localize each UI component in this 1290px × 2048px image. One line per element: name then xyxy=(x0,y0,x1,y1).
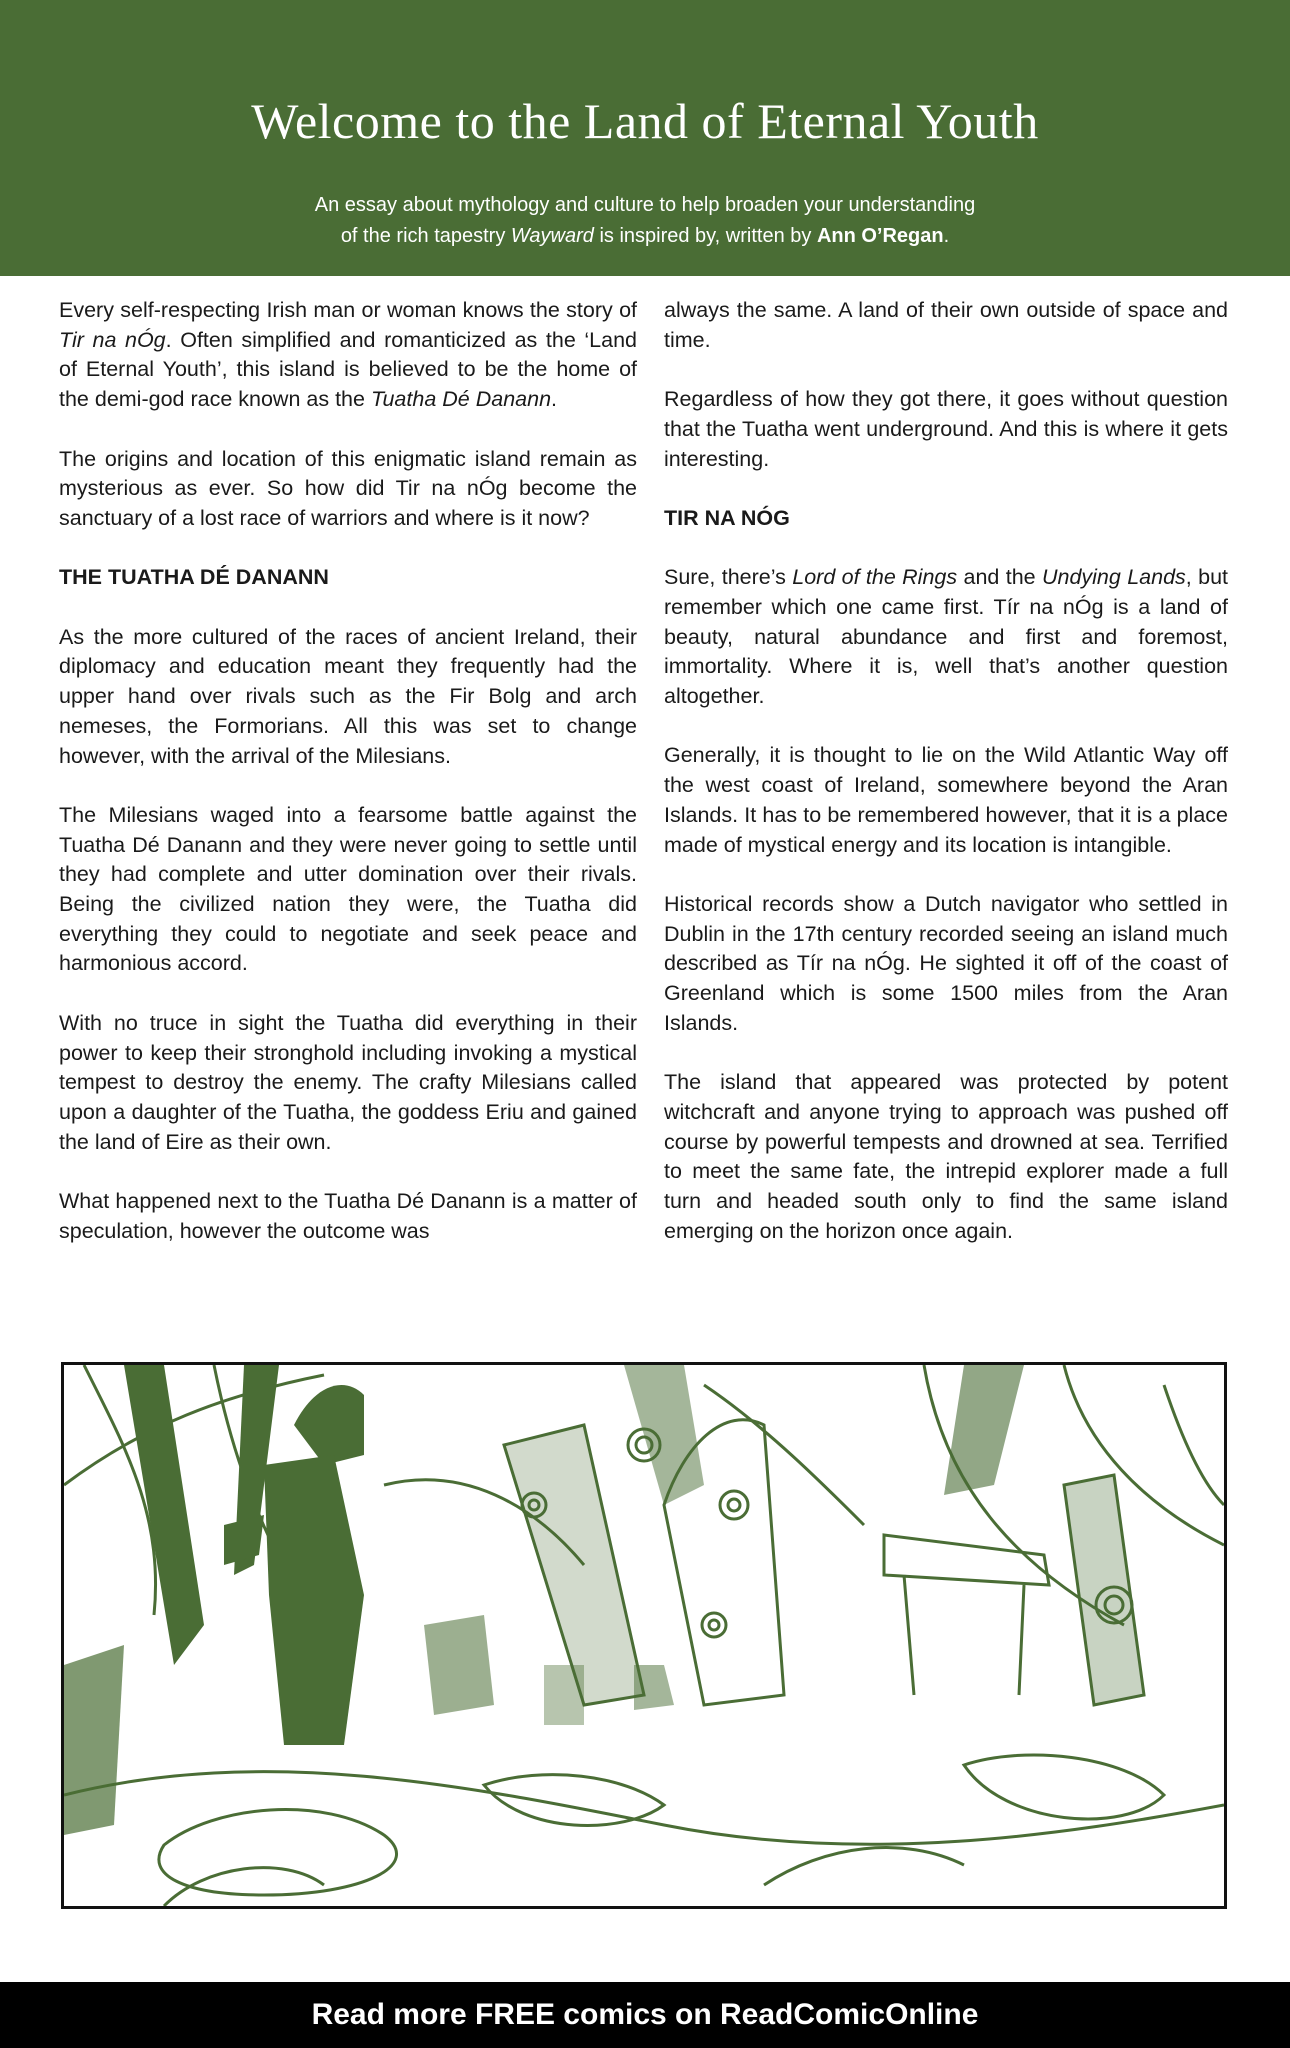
subtitle-text: is inspired by, written by xyxy=(593,225,817,247)
comic-illustration xyxy=(61,1362,1227,1909)
text-run: The island that appeared was protected by potent witchcraft and anyone trying to approach was pushed off course by powerful tempests and drowned at sea. Terrified to meet the same fate, the intrepid explorer made a full turn and headed south only to find the same island emerging on the horizon once again. xyxy=(664,1070,1228,1243)
paragraph xyxy=(59,445,637,534)
text-run: Regardless of how they got there, it goes without question that the Tuatha went underground. And this is where it gets interesting. xyxy=(664,387,1228,471)
paragraph xyxy=(664,890,1228,1039)
subtitle-line-2 xyxy=(0,221,1290,252)
text-run: Every self-respecting Irish man or woman knows the story of xyxy=(59,298,637,322)
paragraph xyxy=(59,1187,637,1246)
subtitle-text: of the rich tapestry xyxy=(340,225,511,247)
text-run: TIR NA NÓG xyxy=(664,505,790,530)
text-run: Historical records show a Dutch navigator who settled in Dublin in the 17th century recorded seeing an island much described as Tír na nÓg. He sighted it off of the coast of Greenland which is some 1500 miles from the Aran Islands. xyxy=(664,891,1228,1035)
paragraph xyxy=(664,1068,1228,1246)
header-banner xyxy=(0,0,1290,276)
text-run: The origins and location of this enigmatic island remain as mysterious as ever. So how did Tir na nÓg become the sanctuary of a lost race of warriors and where is it now? xyxy=(59,446,637,530)
text-run: The Milesians waged into a fearsome battle against the Tuatha Dé Danann and they were never going to settle until they had complete and utter domination over their rivals. Being the civilized nation they were, the Tuatha did everything they could to negotiate and seek peace and harmonious accord. xyxy=(59,802,637,976)
essay-right-column xyxy=(664,296,1228,1276)
paragraph xyxy=(664,563,1228,712)
text-run: Sure, there’s xyxy=(664,565,793,590)
text-run: What happened next to the Tuatha Dé Danann is a matter of speculation, however the outcome was xyxy=(59,1189,637,1243)
footer-banner xyxy=(0,1982,1290,2048)
subtitle xyxy=(0,190,1290,252)
text-run: With no truce in sight the Tuatha did everything in their power to keep their stronghold including invoking a mystical tempest to destroy the enemy. The crafty Milesians called upon a daughter of the Tuatha, the goddess Eriu and gained the land of Eire as their own. xyxy=(59,1010,637,1154)
text-run: As the more cultured of the races of ancient Ireland, their diplomacy and education meant they frequently had the upper hand over rivals such as the Fir Bolg and arch nemeses, the Formorians. All this was set to change however, with the arrival of the Milesians. xyxy=(59,624,637,768)
text-run: , but remember which one came first. Tír na nÓg is a land of beauty, natural abundance and first and foremost, immortality. Where it is, well that’s another question altogether. xyxy=(664,565,1229,709)
paragraph xyxy=(59,801,637,979)
paragraph xyxy=(59,296,637,415)
text-run: . xyxy=(551,387,558,412)
text-run: . Often simplified and romanticized as the ‘Land of Eternal Youth’, this island is believed to be the home of the demi-god race known as the xyxy=(59,327,637,412)
text-run: Generally, it is thought to lie on the Wild Atlantic Way off the west coast of Ireland, somewhere beyond the Aran Islands. It has to be remembered however, that it is a place made of mystical energy and its location is intangible. xyxy=(664,743,1228,857)
paragraph xyxy=(664,385,1228,474)
essay-left-column xyxy=(59,296,637,1276)
subtitle-line-1: An essay about mythology and culture to help broaden your understanding xyxy=(314,194,976,216)
paragraph xyxy=(664,741,1228,860)
section-heading xyxy=(59,563,637,593)
text-run: always the same. A land of their own outside of space and time. xyxy=(664,298,1228,352)
footer-link[interactable]: Read more FREE comics on ReadComicOnline xyxy=(311,1998,979,2031)
italic-text: Tir na nÓg xyxy=(59,327,166,352)
text-run: and the xyxy=(957,565,1042,590)
italic-text: Lord of the Rings xyxy=(792,565,958,590)
paragraph xyxy=(59,1009,637,1158)
author-name: Ann O’Regan xyxy=(816,225,944,247)
text-run: THE TUATHA DÉ DANANN xyxy=(59,565,329,590)
paragraph xyxy=(664,296,1228,355)
italic-text: Tuatha Dé Danann xyxy=(370,387,552,412)
italic-text: Undying Lands xyxy=(1041,565,1186,590)
subtitle-text: . xyxy=(943,225,950,247)
page-title: Welcome to the Land of Eternal Youth xyxy=(251,93,1039,149)
subtitle-comic-title: Wayward xyxy=(510,225,594,247)
forest-stones-illustration xyxy=(64,1365,1224,1906)
paragraph xyxy=(59,623,637,772)
section-heading xyxy=(664,504,1228,534)
